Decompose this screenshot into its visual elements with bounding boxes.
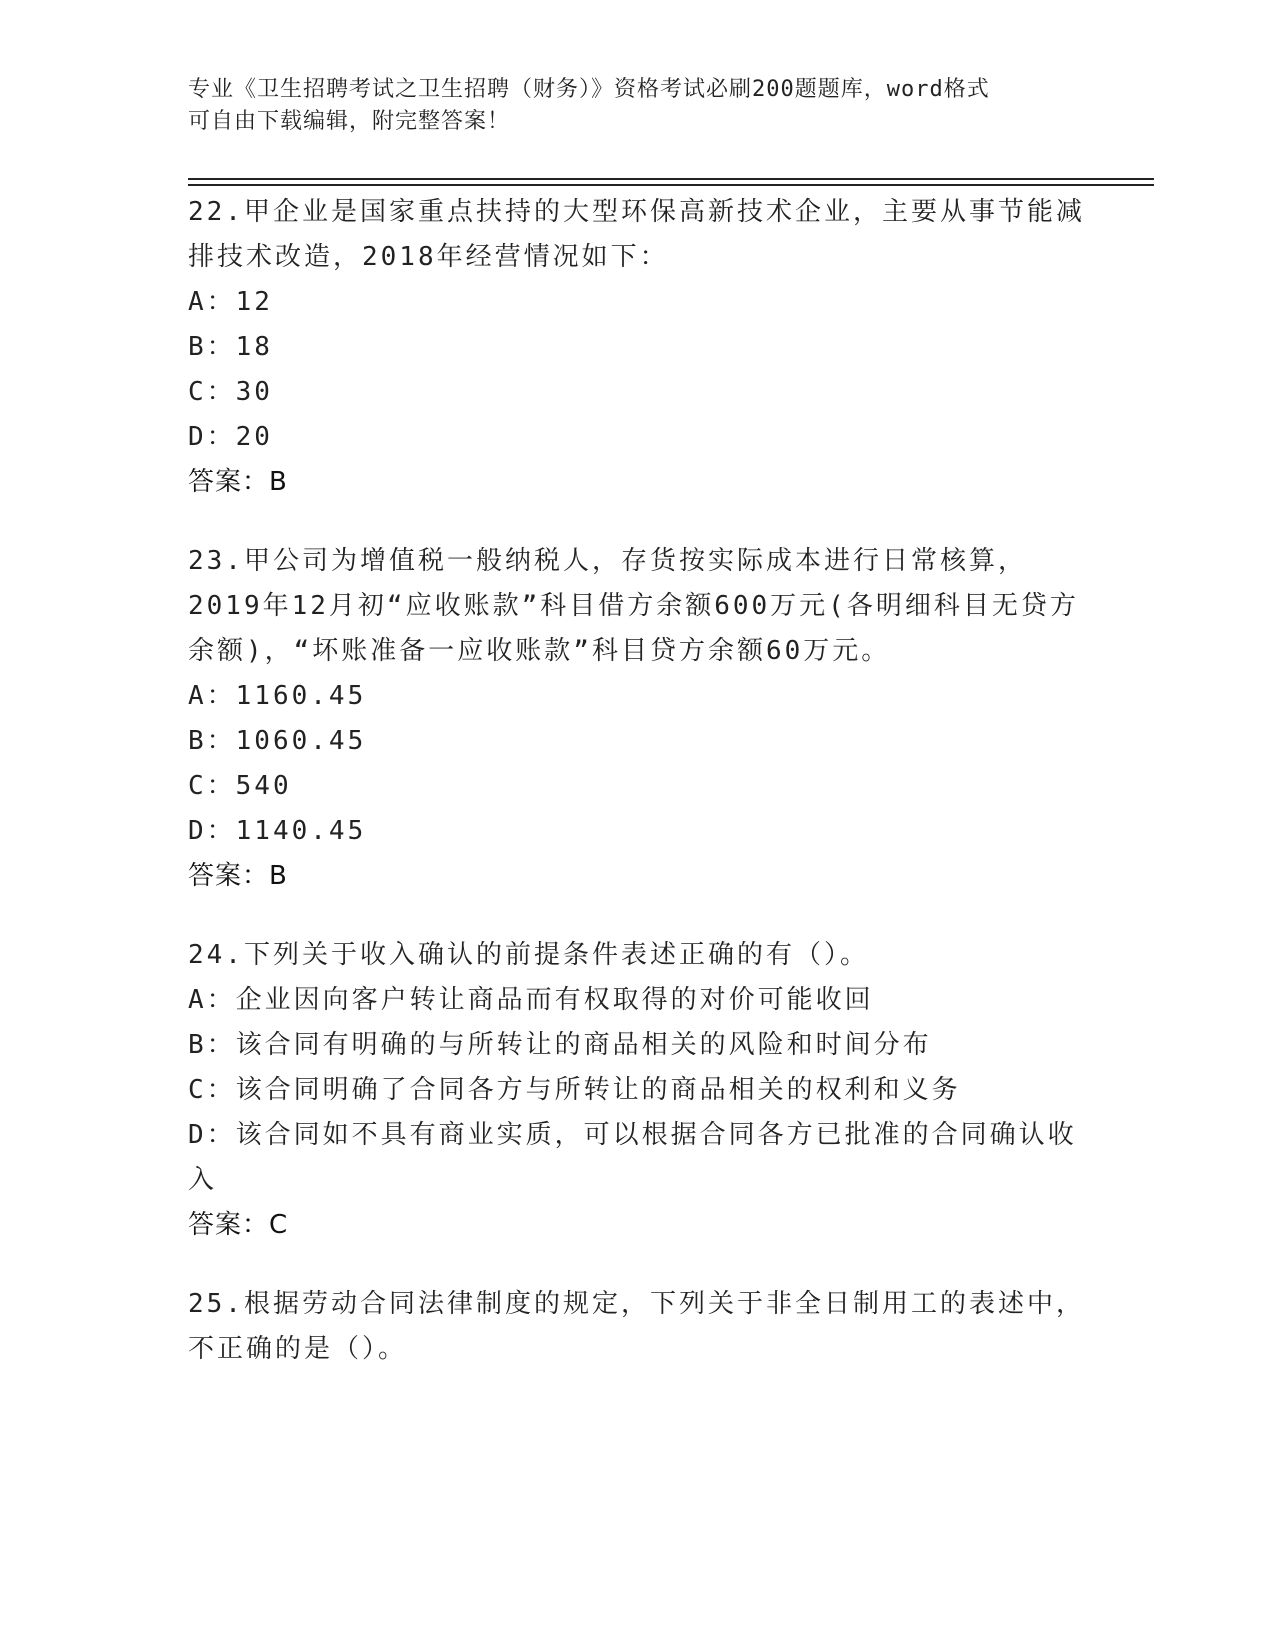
option-c: C：30 bbox=[188, 377, 273, 407]
option-c: C：该合同明确了合同各方与所转让的商品相关的权利和义务 bbox=[188, 1075, 961, 1105]
question-22 bbox=[188, 190, 1088, 505]
option-d: D：1140.45 bbox=[188, 816, 367, 846]
answer-label: 答案：B bbox=[188, 861, 288, 891]
answer-label: 答案：B bbox=[188, 467, 288, 497]
question-stem: 24.下列关于收入确认的前提条件表述正确的有（）。 bbox=[188, 940, 869, 970]
header-divider-bottom bbox=[188, 184, 1154, 186]
option-a: A：1160.45 bbox=[188, 681, 367, 711]
document-header bbox=[188, 74, 1088, 138]
header-line-1: 专业《卫生招聘考试之卫生招聘（财务）》资格考试必刷200题题库，word格式 bbox=[188, 77, 990, 102]
header-line-2: 可自由下载编辑，附完整答案！ bbox=[188, 109, 511, 134]
question-list bbox=[188, 190, 1088, 1406]
answer-label: 答案：C bbox=[188, 1210, 289, 1240]
option-b: B：18 bbox=[188, 332, 273, 362]
question-stem: 22.甲企业是国家重点扶持的大型环保高新技术企业，主要从事节能减排技术改造，2018年经营情况如下： bbox=[188, 197, 1085, 272]
option-b: B：1060.45 bbox=[188, 726, 367, 756]
question-stem: 25.根据劳动合同法律制度的规定，下列关于非全日制用工的表述中，不正确的是（）。 bbox=[188, 1289, 1085, 1364]
option-d: D：20 bbox=[188, 422, 273, 452]
option-a: A：企业因向客户转让商品而有权取得的对价可能收回 bbox=[188, 985, 874, 1015]
option-d: D：该合同如不具有商业实质，可以根据合同各方已批准的合同确认收入 bbox=[188, 1120, 1077, 1195]
question-stem: 23.甲公司为增值税一般纳税人，存货按实际成本进行日常核算，2019年12月初“应收账款”科目借方余额600万元(各明细科目无贷方余额)，“坏账准备一应收账款”科目贷方余额60万元。 bbox=[188, 546, 1079, 666]
question-23 bbox=[188, 539, 1088, 899]
question-25 bbox=[188, 1282, 1088, 1372]
option-c: C：540 bbox=[188, 771, 292, 801]
header-divider-top bbox=[188, 178, 1154, 180]
option-a: A：12 bbox=[188, 287, 273, 317]
option-b: B：该合同有明确的与所转让的商品相关的风险和时间分布 bbox=[188, 1030, 932, 1060]
question-24 bbox=[188, 933, 1088, 1248]
